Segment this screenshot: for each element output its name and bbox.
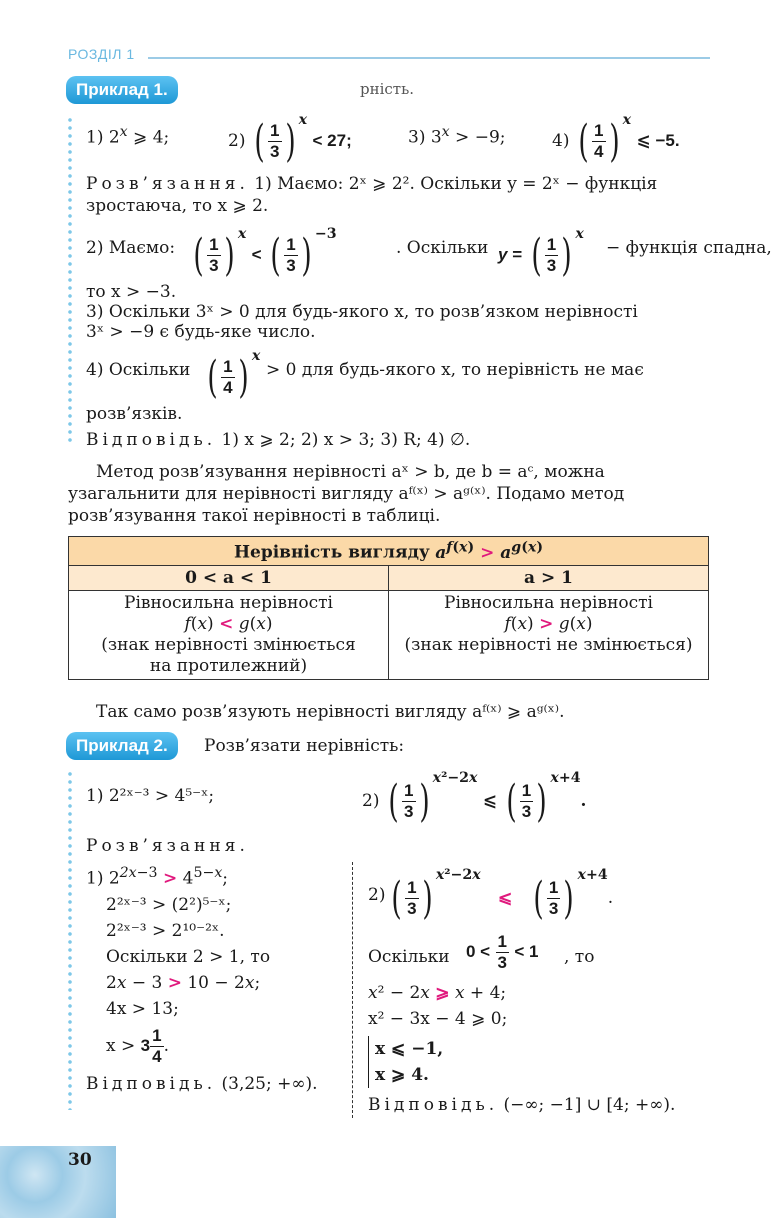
decorative-corner bbox=[0, 1146, 116, 1218]
col-header-1: 0 < a < 1 bbox=[69, 565, 389, 590]
solution-2-label: Розв’язання. bbox=[86, 836, 249, 856]
cell-2: Рівносильна нерівності f(x) > g(x) (знак нерівності не змінюється) bbox=[389, 590, 709, 679]
example-2-badge: Приклад 2. bbox=[66, 732, 178, 760]
method-line-3: розв’язування такої нерівності в таблиці. bbox=[68, 506, 441, 526]
solution-1-line-8: розв’язків. bbox=[86, 404, 183, 424]
margin-dots bbox=[68, 116, 72, 446]
solution-1-line-3: 2) Маємо: ( $\frac{1}{3}$ ) $^x$ < ( $\frac{1}{3}$ ) $^{-3}$ . Оскільки y = ( $\frac{1}{3}$ ) $^x$ − функція спадна, bbox=[86, 226, 772, 281]
method-line-1: Метод розв’язування нерівності aˣ > b, де b = aᶜ, можна bbox=[96, 462, 605, 482]
page-number: 30 bbox=[68, 1150, 92, 1170]
solution-1-line-7: 4) Оскільки ( $\frac{1}{4}$ ) $^x$ > 0 для будь-якого x, то нерівність не має bbox=[86, 348, 644, 403]
solution-1-line-1: Розв’язання. 1) Маємо: 2ˣ ⩾ 2². Оскільки y = 2ˣ − функція bbox=[86, 174, 658, 194]
solution-1-line-5: 3) Оскільки 3ˣ > 0 для будь-якого x, то розв’язком нерівності bbox=[86, 302, 638, 322]
solution-1-line-4: то x > −3. bbox=[86, 282, 177, 302]
solution-2-right: 2) ( $\frac{1}{3}$ ) $^{x^2-2x}$ ⩽ ( $\frac{1}{3}$ ) $^{x+4}$. Оскільки 0 < $\frac{1}{3}$ < 1 , то x² − 2x ⩾ x + 4; x² − 3x − 4 ⩾ 0; x ⩽ −1, x ⩾ 4. Відповідь. (−∞; −1] ∪ [4; +∞). bbox=[368, 862, 708, 1118]
margin-dots-2 bbox=[68, 770, 72, 1110]
example-2-item-2: 2) ( $\frac{1}{3}$ ) $^{x^2-2x}$ ⩽ ( $\frac{1}{3}$ ) $^{x+4}$. bbox=[362, 770, 587, 827]
method-line-2: узагальнити для нерівності вигляду aᶠ⁽ˣ⁾ > aᵍ⁽ˣ⁾. Подамо метод bbox=[68, 484, 625, 504]
note-line: Так само розв’язують нерівності вигляду aᶠ⁽ˣ⁾ ⩾ aᵍ⁽ˣ⁾. bbox=[96, 702, 565, 722]
col-header-2: a > 1 bbox=[389, 565, 709, 590]
example-2-task: Розв’язати нерівність: bbox=[204, 736, 405, 756]
solution-2-left: 1) $2^{2x-3} > 4^{5-x}$; 2²ˣ⁻³ > (2²)⁵⁻ˣ; 2²ˣ⁻³ > 2¹⁰⁻²ˣ. Оскільки 2 > 1, то 2x − 3 > 10 − 2x; 4x > 13; x > 3 $\frac{1}{4}$ . Відповідь. (3,25; +∞). bbox=[86, 865, 318, 1094]
example-1-title-fragment: рність. bbox=[360, 80, 415, 98]
method-table bbox=[68, 536, 709, 680]
example-1-items: 1) 2$^x$ ⩾ 4; 2) ( $\frac{1}{3}$ ) $^x$ < 27; 3) $3^x > -9$; 4) ( $\frac{1}{4}$ ) $^x$ ⩽ −5. bbox=[86, 112, 680, 167]
solution-1-line-2: зростаюча, то x ⩾ 2. bbox=[86, 196, 269, 216]
section-label: РОЗДІЛ 1 bbox=[68, 46, 135, 62]
table-header: Нерівність вигляду $a^{f(x)} > a^{g(x)}$ bbox=[69, 537, 709, 566]
solution-1-line-6: 3ˣ > −9 є будь-яке число. bbox=[86, 322, 316, 342]
answer-1: Відповідь. 1) x ⩾ 2; 2) x > 3; 3) R; 4) ∅. bbox=[86, 430, 471, 450]
example-1-badge: Приклад 1. bbox=[66, 76, 178, 104]
example-2-item-1: 1) 2²ˣ⁻³ > 4⁵⁻ˣ; bbox=[86, 786, 215, 806]
cell-1: Рівносильна нерівності f(x) < g(x) (знак нерівності змінюється на протилежний) bbox=[69, 590, 389, 679]
column-divider bbox=[352, 862, 353, 1118]
header-rule bbox=[148, 57, 710, 59]
